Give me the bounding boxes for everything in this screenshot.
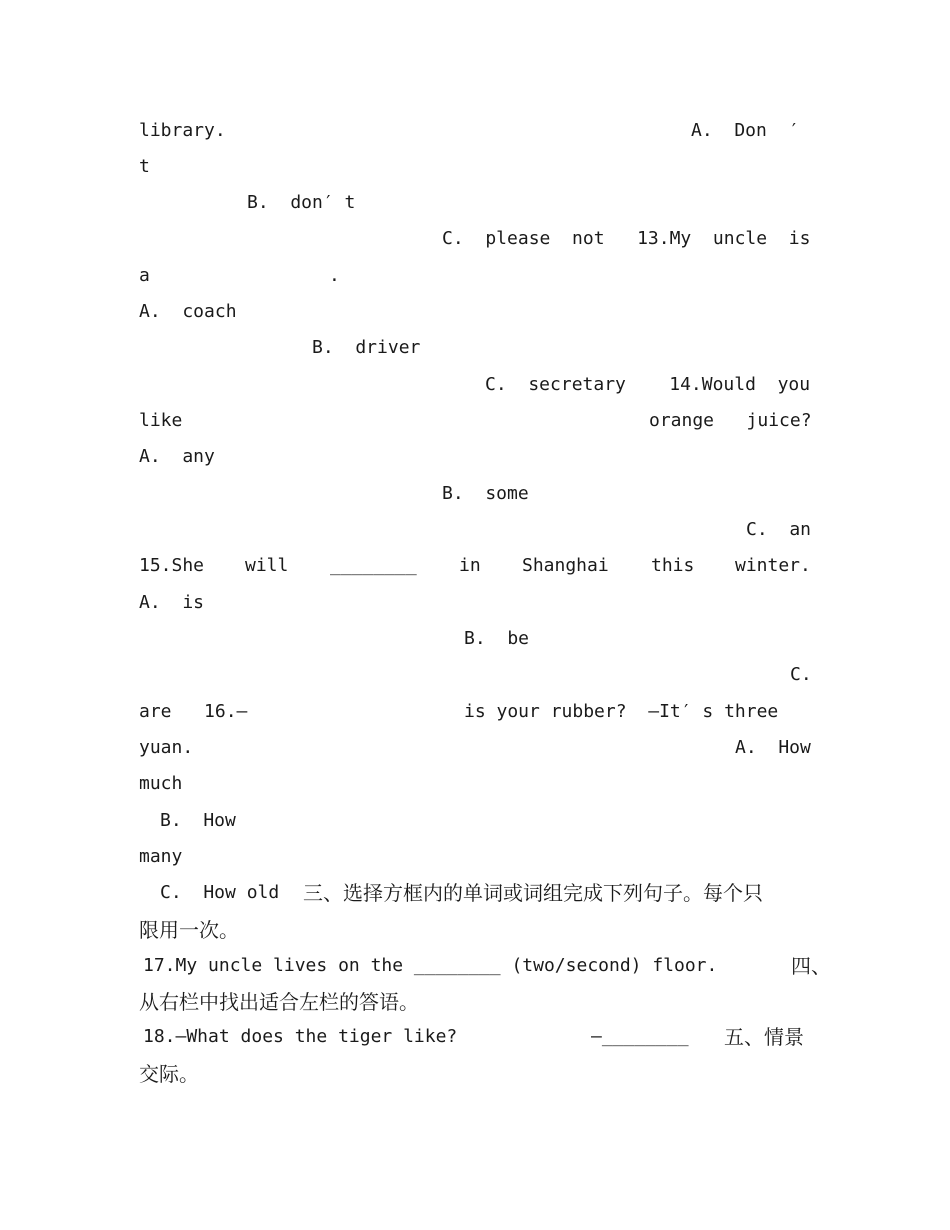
text-fragment: yuan. <box>139 737 194 758</box>
text-line <box>139 403 812 439</box>
text-fragment: library. <box>139 120 226 141</box>
text-line <box>139 367 812 403</box>
text-line <box>139 875 812 911</box>
option-a-text: A. any <box>139 446 215 467</box>
text-line <box>139 258 812 294</box>
text-line <box>139 1019 812 1055</box>
question-14-text: C. secretary 14.Would you <box>485 374 811 395</box>
text-line <box>139 512 812 548</box>
option-b-text: B. be <box>464 628 530 649</box>
text-line <box>139 439 812 475</box>
option-b-text: B. some <box>442 483 529 504</box>
question-17-text: 17.My uncle lives on the ________ (two/second) floor. <box>143 955 718 976</box>
question-18-text: 18.—What does the tiger like? <box>143 1026 458 1047</box>
text-fragment: this <box>651 555 695 576</box>
option-a-text: A. Don ′ <box>691 120 800 141</box>
text-line <box>139 330 812 366</box>
text-line <box>139 548 812 584</box>
option-c-text: C. How old <box>160 882 280 903</box>
section-heading: 三、选择方框内的单词或词组完成下列句子。每个只 <box>303 881 763 905</box>
section-heading: 四、 <box>791 954 831 978</box>
text-line <box>139 839 812 875</box>
option-b-text: B. don′ t <box>247 192 356 213</box>
section-heading: 从右栏中找出适合左栏的答语。 <box>139 990 419 1014</box>
question-15-number: 15.She <box>139 555 205 576</box>
text-fragment: much <box>139 773 183 794</box>
text-line <box>139 113 812 149</box>
option-a-text: A. is <box>139 592 205 613</box>
answer-blank: —________ <box>591 1026 689 1047</box>
text-fragment: t <box>139 156 150 177</box>
text-fragment: many <box>139 846 183 867</box>
text-fragment: winter. <box>735 555 811 576</box>
text-fragment: like <box>139 410 183 431</box>
text-line <box>139 294 812 330</box>
text-line <box>139 149 812 185</box>
text-fragment: is your rubber? —It′ s three <box>464 701 779 722</box>
text-line <box>139 948 831 984</box>
text-fragment: will <box>245 555 289 576</box>
text-line <box>139 803 812 839</box>
text-line <box>139 621 812 657</box>
text-fragment: in <box>459 555 481 576</box>
section-heading: 五、情景 <box>724 1025 804 1049</box>
text-line <box>139 657 812 693</box>
text-line <box>139 694 812 730</box>
text-line <box>139 221 812 257</box>
text-fragment: Shanghai <box>522 555 609 576</box>
text-fragment: orange juice? <box>649 410 812 431</box>
question-13-text: C. please not 13.My uncle is <box>442 228 811 249</box>
option-b-text: B. How <box>160 810 236 831</box>
text-line <box>139 185 812 221</box>
section-heading: 限用一次。 <box>139 918 239 942</box>
option-a-text: A. How <box>735 737 811 758</box>
text-line <box>139 476 812 512</box>
question-16-text: are 16.— <box>139 701 248 722</box>
option-b-text: B. driver <box>312 337 421 358</box>
text-line <box>139 984 812 1020</box>
text-line <box>139 912 812 948</box>
option-c-text: C. an <box>746 519 812 540</box>
text-fragment: . <box>329 265 340 286</box>
text-fragment: a <box>139 265 150 286</box>
option-a-text: A. coach <box>139 301 237 322</box>
text-line <box>139 585 812 621</box>
text-line <box>139 730 812 766</box>
answer-blank: ________ <box>330 555 417 576</box>
text-line <box>139 766 812 802</box>
option-c-text: C. <box>790 664 812 685</box>
text-line <box>139 1056 812 1092</box>
section-heading: 交际。 <box>139 1062 199 1086</box>
